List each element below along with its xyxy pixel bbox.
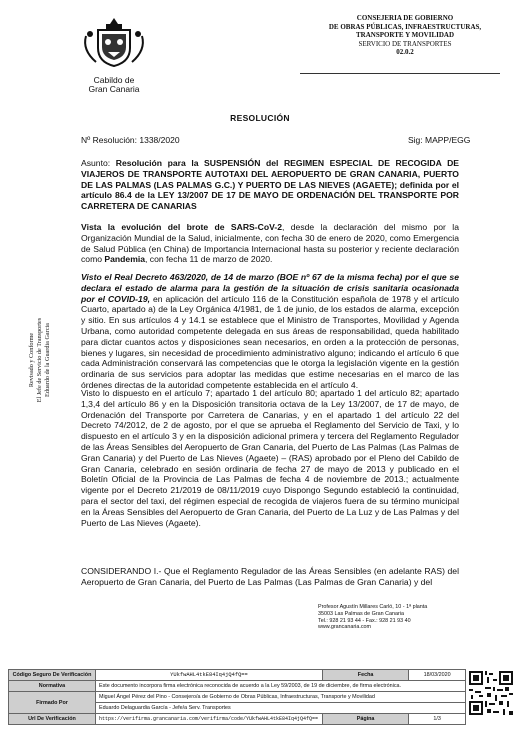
- url-label: Url De Verificación: [9, 714, 96, 725]
- table-row: [9, 714, 466, 725]
- subject-paragraph: [81, 158, 459, 212]
- dept-line-1: CONSEJERIA DE GOBIERNO: [356, 14, 454, 22]
- verification-table: [8, 669, 466, 725]
- dept-line-3: TRANSPORTE Y MOVILIDAD: [355, 31, 455, 39]
- firmado-value-1: Miguel Ángel Pérez del Pino - Consejero/a de Gobierno de Obras Públicas, Infraestructuras, Transporte y Movilidad: [95, 692, 465, 703]
- address-block: [318, 604, 508, 631]
- p1-bold: Pandemia: [104, 254, 146, 265]
- p1-lead: Vista la evolución del brote de SARS-CoV-2: [81, 222, 282, 232]
- table-row: [9, 692, 466, 703]
- resolution-number: Nº Resolución: 1338/2020: [81, 135, 180, 145]
- url-link[interactable]: https://verifirma.grancanaria.com/verifirma/code/YUkfwAHL4tkE84Iq4jQ4fQ==: [95, 714, 322, 725]
- side-review-stamp: [28, 285, 68, 435]
- p2-rest: en aplicación del artículo 116 de la Constitución española de 1978 y el artículo Cuarto, apartado a) de la Ley Orgánica 4/1981, de 1 de junio, de los estados de alarma, excepción y sitio. En sus artículos 4 y 14.1 se establece que el Ministro de Transportes, Movilidad y Agenda Urbana, como autoridad competente delegada en sus áreas de responsabilidad, queda habilitado para dictar cuantos actos y disposiciones sean necesarios, en orden a la protección de personas, bienes y lugares, sin necesidad de procedimiento administrativo alguno; indicando el artículo 6 que cada Administración conservará las competencias que le otorga la legislación vigente en la gestión ordinaria de sus servicios para adoptar las medidas que estime necesarias en el marco de las órdenes directas de la autoridad competente establecida en el artículo 4.: [81, 293, 459, 390]
- logo-text-2: Gran Canaria: [88, 84, 140, 94]
- qr-code-icon: [467, 669, 515, 717]
- side-line-1: Revisado y Conforme: [28, 332, 35, 388]
- firmado-value-2: Eduardo Delaguardia García - Jefe/a Serv. Transportes: [95, 703, 465, 714]
- paragraph-1: [81, 222, 459, 265]
- subject-text: Resolución para la SUSPENSIÓN del REGIMEN ESPECIAL DE RECOGIDA DE VIAJEROS DE TRANSPORTE AUTOTAXI DEL AEROPUERTO DE GRAN CANARIA, PUERTO DE LAS PALMAS (LAS PALMAS G.C.) Y PUERTO DE LAS NIEVES (AGAETE); definida por el artículo 86.4 de la LEY 13/2007 DE 17 DE MAYO DE ORDENACIÓN DEL TRANSPORTE POR CARRETERA DE CANARIAS: [81, 158, 460, 212]
- side-line-3: Eduardo de la Guardia Garcia: [44, 323, 51, 397]
- address-line-1: Profesor Agustín Millares Carló, 10 - 1ª planta: [318, 604, 428, 610]
- normativa-value: Este documento incorpora firma electrónica reconocida de acuerdo a la Ley 59/2003, de 19 de diciembre, de firma electrónica.: [95, 681, 465, 692]
- fecha-label: Fecha: [322, 670, 408, 681]
- document-title: RESOLUCIÓN: [230, 113, 290, 123]
- normativa-label: Normativa: [9, 681, 96, 692]
- logo-text-1: Cabildo de: [93, 75, 135, 85]
- address-line-4: www.grancanaria.com: [318, 624, 372, 631]
- p1-rest: , desde la declaración del mismo por la Organización Mundial de la Salud, inicialmente, con fecha 30 de enero de 2020, como Emergencia de Salud Pública (en China) de Importancia Internacional hasta su posterior y reciente declaración como: [81, 222, 459, 265]
- table-row: [9, 681, 466, 692]
- p2-lead: Visto el Real Decreto 463/2020, de 14 de marzo (BOE nº 67 de la misma fecha) por el que se declara el estado de alarma para la gestión de la situación de crisis sanitaria ocasionada por el COVID-19,: [81, 272, 459, 304]
- paragraph-2: [81, 272, 459, 391]
- cabildo-logo: [78, 14, 150, 94]
- paragraph-3: Visto lo dispuesto en el artículo 7; apartado 1 del artículo 80; apartado 1 del artículo 82; apartado 1,3,4 del artículo 86 y en la Disposición transitoria octava de la Ley 13/2007, de 17 de mayo, de Ordenación del Transporte por Carretera de Canarias, y en el apartado 1 del artículo 22 del Decreto 74/2012, de 2 de agosto, por el que se aprueba el Reglamento del Servicio de Taxi, y lo dispuesto en el artículo 3 y en la disposición adicional primera y tercera del Reglamento Regulador de las Áreas Sensibles del Aeropuerto de Gran Canaria, del Puerto de Las Palmas (Las Palmas de Gran Canaria) y del Puerto de Las Nieves (Agaete) – (RAS) aprobado por el Pleno del Cabildo de Gran Canaria, celebrado en sesión ordinaria de fecha 27 de mayo de 2013 y publicado en el Boletín Oficial de la Provincia de Las Palmas de fecha 4 de noviembre de 2013.; actualmente vigente por el Decreto 21/2019 de 08/11/2019 cuyo Dispongo Segundo estableció la continuidad, para el sector del taxi, del régimen especial de recogida de viajeros fuera de su término municipal en la Áreas Sensibles del Aeropuerto de Gran Canaria, del Puerto de La Luz y de Las Palmas y del Puerto de Las Nieves (Agaete).: [81, 388, 459, 528]
- address-line-2: 35003 Las Palmas de Gran Canaria: [318, 610, 405, 617]
- address-line-3: Tel.: 928 21 93 44 - Fax.: 928 21 93 40: [318, 617, 411, 624]
- csv-value[interactable]: YUkfwAHL4tkE84Iq4jQ4fQ==: [95, 670, 322, 681]
- firmado-label: Firmado Por: [9, 692, 96, 714]
- p1-end: , con fecha 11 de marzo de 2020.: [145, 254, 273, 265]
- side-line-2: El Jefe de Servicio de Transportes: [36, 317, 43, 403]
- coat-of-arms-icon: [78, 14, 150, 70]
- dept-line-5: 02.0.2: [396, 48, 414, 56]
- subject-label: Asunto:: [81, 158, 111, 168]
- pagina-label: Página: [322, 714, 408, 725]
- pagina-value: 1/3: [409, 714, 466, 725]
- signature-code: Sig: MAPP/EGG: [408, 135, 471, 145]
- table-row: [9, 670, 466, 681]
- dept-line-4: SERVICIO DE TRANSPORTES: [358, 39, 452, 48]
- header-divider: [300, 73, 500, 74]
- csv-label: Código Seguro De Verificación: [9, 670, 96, 681]
- department-header: [300, 14, 510, 57]
- paragraph-4: CONSIDERANDO I.- Que el Reglamento Regulador de las Áreas Sensibles (en adelante RAS) del Aeropuerto de Gran Canaria, del Puerto de Las Palmas (Las Palmas de Gran Canaria) y del: [81, 566, 459, 587]
- dept-line-2: DE OBRAS PÚBLICAS, INFRAESTRUCTURAS,: [328, 22, 482, 31]
- fecha-value: 18/03/2020: [409, 670, 466, 681]
